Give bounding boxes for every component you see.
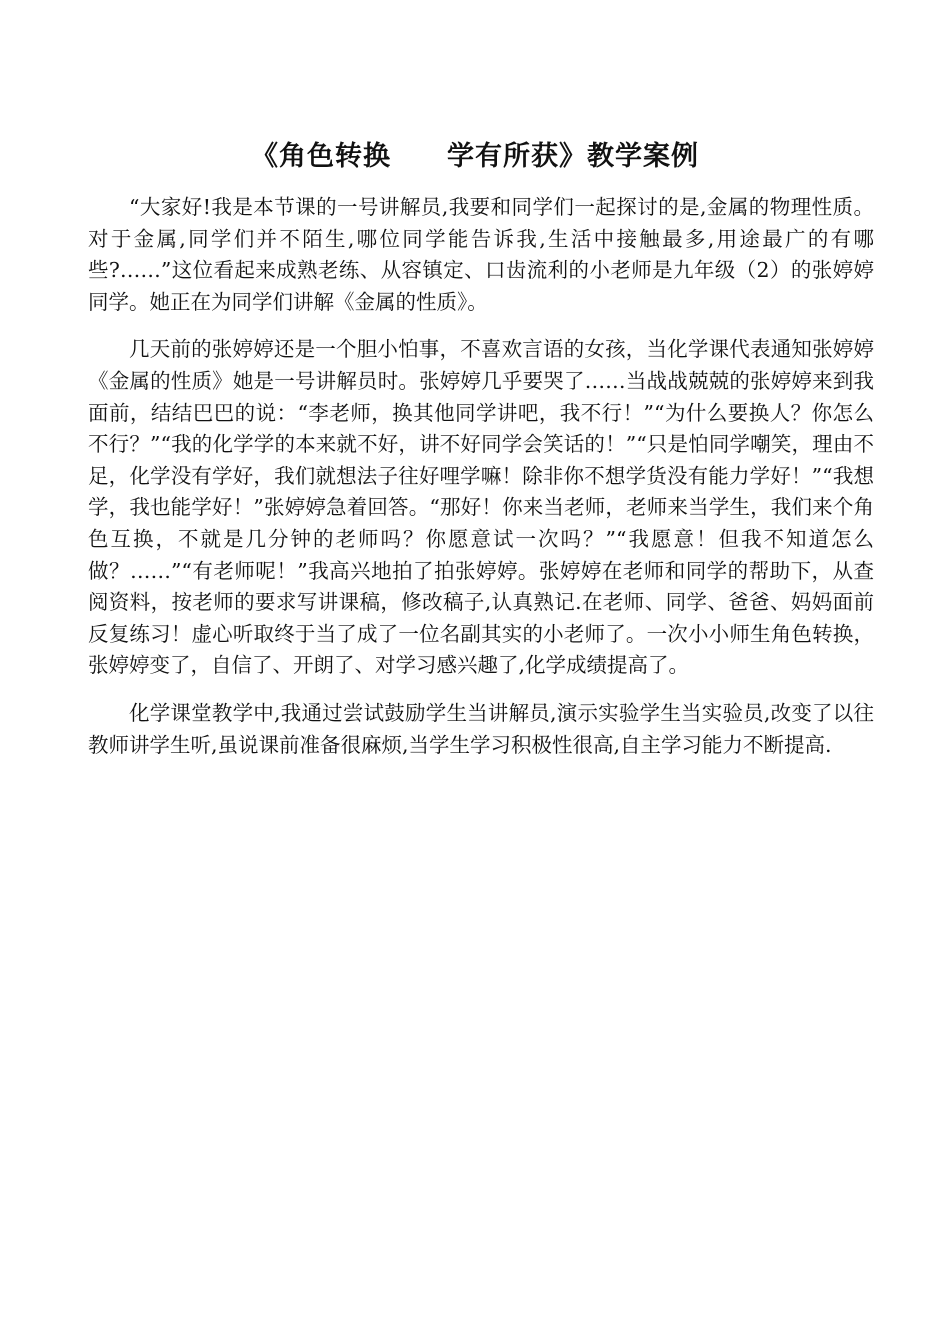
document-title: 《角色转换 学有所获》教学案例	[251, 141, 699, 172]
paragraph-reflection: 化学课堂教学中,我通过尝试鼓励学生当讲解员,演示实验学生当实验员,改变了以往教师讲学生听,虽说课前准备很麻烦,当学生学习积极性很高,自主学习能力不断提高.	[88, 700, 874, 757]
paragraph-intro: “大家好!我是本节课的一号讲解员,我要和同学们一起探讨的是,金属的物理性质。对于金属,同学们并不陌生,哪位同学能告诉我,生活中接触最多,用途最广的有哪些?……”这位看起来成熟老练、从容镇定、口齿流利的小老师是九年级（2）的张婷婷同学。她正在为同学们讲解《金属的性质》。	[88, 195, 874, 314]
document-body	[88, 192, 874, 777]
paragraph-story: 几天前的张婷婷还是一个胆小怕事，不喜欢言语的女孩，当化学课代表通知张婷婷《金属的性质》她是一号讲解员时。张婷婷几乎要哭了……当战战兢兢的张婷婷来到我面前，结结巴巴的说：“李老师，换其他同学讲吧，我不行！”“为什么要换人？你怎么不行？”“我的化学学的本来就不好，讲不好同学会笑话的！”“只是怕同学嘲笑，理由不足，化学没有学好，我们就想法子往好哩学嘛！除非你不想学货没有能力学好！”“我想学，我也能学好！”张婷婷急着回答。“那好！你来当老师，老师来当学生，我们来个角色互换，不就是几分钟的老师吗？你愿意试一次吗？”“我愿意！但我不知道怎么做？……”“有老师呢！”我高兴地拍了拍张婷婷。张婷婷在老师和同学的帮助下，从查阅资料，按老师的要求写讲课稿，修改稿子,认真熟记.在老师、同学、爸爸、妈妈面前反复练习！虚心听取终于当了成了一位名副其实的小老师了。一次小小师生角色转换，张婷婷变了，自信了、开朗了、对学习感兴趣了,化学成绩提高了。	[88, 337, 874, 678]
